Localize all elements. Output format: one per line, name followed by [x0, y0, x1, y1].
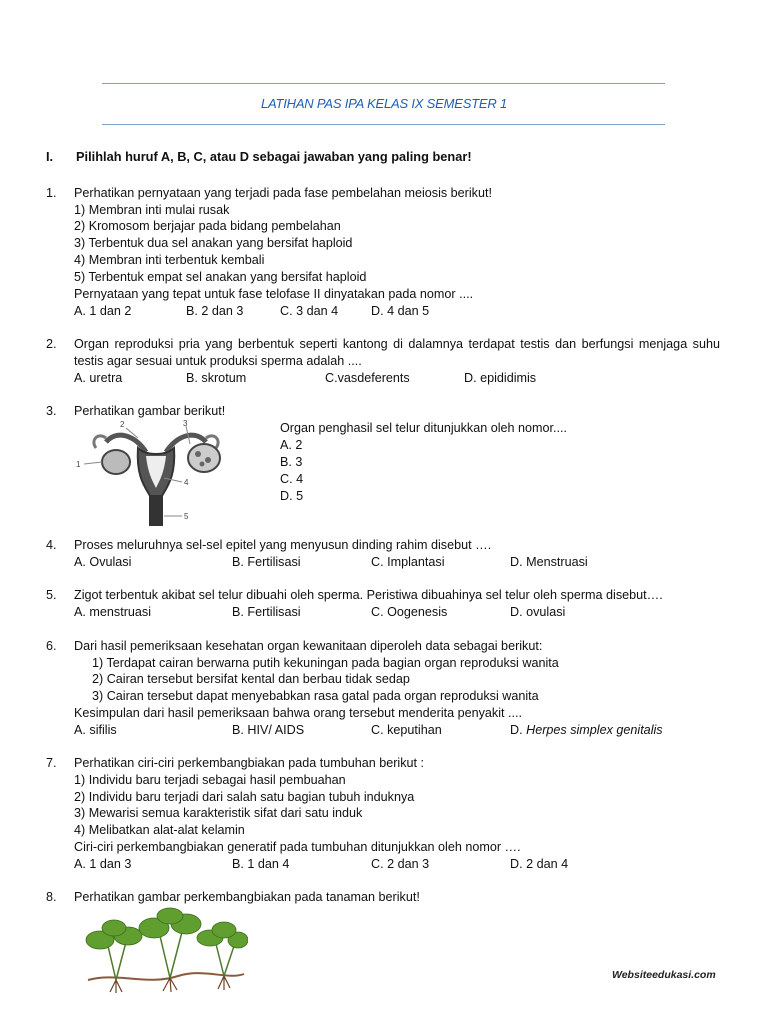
option-c: C. Oogenesis: [371, 605, 448, 619]
question-stem: Perhatikan gambar perkembangbiakan pada tanaman berikut!: [74, 890, 420, 904]
question-number: 7.: [46, 756, 57, 770]
option-b: B. skrotum: [186, 371, 247, 385]
option-d: [510, 723, 663, 737]
list-item: 1) Terdapat cairan berwarna putih kekuningan pada bagian organ reproduksi wanita: [92, 656, 559, 670]
top-rule: [102, 83, 665, 84]
option-b: B. 3: [280, 455, 303, 469]
option-c: C. keputihan: [371, 723, 442, 737]
option-a: A. 2: [280, 438, 303, 452]
section-instruction: Pilihlah huruf A, B, C, atau D sebagai jawaban yang paling benar!: [76, 149, 472, 164]
page-title: LATIHAN PAS IPA KELAS IX SEMESTER 1: [260, 96, 508, 111]
option-b: B. Fertilisasi: [232, 555, 301, 569]
option-d: D. epididimis: [464, 371, 537, 385]
question-prompt: Kesimpulan dari hasil pemeriksaan bahwa orang tersebut menderita penyakit ....: [74, 706, 523, 720]
question-stem-line-2: testis agar sesuai untuk produksi sperma adalah ....: [74, 354, 362, 368]
question-stem: Zigot terbentuk akibat sel telur dibuahi oleh sperma. Peristiwa dibuahinya sel telur oleh sperma disebut….: [74, 588, 663, 602]
option-a: A. 1 dan 2: [74, 304, 132, 318]
list-item: 2) Individu baru terjadi dari salah satu bagian tubuh induknya: [74, 790, 415, 804]
figure-label: 3: [183, 419, 188, 428]
list-item: 5) Terbentuk empat sel anakan yang bersifat haploid: [74, 270, 367, 284]
list-item: 3) Cairan tersebut dapat menyebabkan rasa gatal pada organ reproduksi wanita: [92, 689, 539, 703]
option-a: A. menstruasi: [74, 605, 151, 619]
figure-label: 2: [120, 420, 125, 429]
option-b: B. 1 dan 4: [232, 857, 290, 871]
figure-label: 5: [184, 512, 189, 521]
question-stem: Perhatikan pernyataan yang terjadi pada fase pembelahan meiosis berikut!: [74, 186, 492, 200]
option-b: B. HIV/ AIDS: [232, 723, 305, 737]
question-stem: Perhatikan gambar berikut!: [74, 404, 226, 418]
option-d: D. ovulasi: [510, 605, 566, 619]
option-d: D. 2 dan 4: [510, 857, 569, 871]
list-item: 2) Kromosom berjajar pada bidang pembelahan: [74, 219, 341, 233]
question-prompt: Organ penghasil sel telur ditunjukkan oleh nomor....: [280, 421, 568, 435]
question-number: 4.: [46, 538, 57, 552]
figure-label: 4: [184, 478, 189, 487]
list-item: 4) Membran inti terbentuk kembali: [74, 253, 265, 267]
option-c: C. 4: [280, 472, 304, 486]
figure-label: 1: [76, 460, 81, 469]
list-item: 4) Melibatkan alat-alat kelamin: [74, 823, 245, 837]
option-d: D. Menstruasi: [510, 555, 588, 569]
question-prompt: Ciri-ciri perkembangbiakan generatif pada tumbuhan ditunjukkan oleh nomor ….: [74, 840, 521, 854]
option-c: C. 3 dan 4: [280, 304, 339, 318]
option-a: A. uretra: [74, 371, 123, 385]
question-number: 6.: [46, 639, 57, 653]
question-number: 5.: [46, 588, 57, 602]
option-b: B. 2 dan 3: [186, 304, 244, 318]
option-d-letter: D.: [510, 723, 523, 737]
question-number: 3.: [46, 404, 57, 418]
title-underline: [102, 124, 665, 125]
strawberry-runner-plant-figure: [78, 906, 248, 994]
question-number: 2.: [46, 337, 57, 351]
question-number: 1.: [46, 186, 57, 200]
female-reproductive-organ-figure: [76, 418, 236, 528]
list-item: 2) Cairan tersebut bersifat kental dan berbau tidak sedap: [92, 672, 410, 686]
question-stem-line-1: Organ reproduksi pria yang berbentuk seperti kantong di dalamnya terdapat testis dan berfungsi menjaga suhu: [74, 337, 720, 351]
question-stem: Perhatikan ciri-ciri perkembangbiakan pada tumbuhan berikut :: [74, 756, 425, 770]
option-a: A. sifilis: [74, 723, 117, 737]
option-c: C. 2 dan 3: [371, 857, 430, 871]
option-d-text: Herpes simplex genitalis: [526, 723, 663, 737]
section-number: I.: [46, 149, 54, 164]
question-stem: Proses meluruhnya sel-sel epitel yang menyusun dinding rahim disebut ….: [74, 538, 492, 552]
list-item: 3) Terbentuk dua sel anakan yang bersifat haploid: [74, 236, 353, 250]
option-a: A. 1 dan 3: [74, 857, 132, 871]
question-number: 8.: [46, 890, 57, 904]
footer-site: Websiteedukasi.com: [612, 969, 716, 981]
option-b: B. Fertilisasi: [232, 605, 301, 619]
list-item: 1) Individu baru terjadi sebagai hasil pembuahan: [74, 773, 346, 787]
option-a: A. Ovulasi: [74, 555, 132, 569]
option-c: C. Implantasi: [371, 555, 445, 569]
list-item: 3) Mewarisi semua karakteristik sifat dari satu induk: [74, 806, 363, 820]
option-d: D. 5: [280, 489, 304, 503]
option-d: D. 4 dan 5: [371, 304, 430, 318]
question-stem: Dari hasil pemeriksaan kesehatan organ kewanitaan diperoleh data sebagai berikut:: [74, 639, 543, 653]
option-c: C.vasdeferents: [325, 371, 410, 385]
list-item: 1) Membran inti mulai rusak: [74, 203, 230, 217]
question-prompt: Pernyataan yang tepat untuk fase telofase II dinyatakan pada nomor ....: [74, 287, 474, 301]
